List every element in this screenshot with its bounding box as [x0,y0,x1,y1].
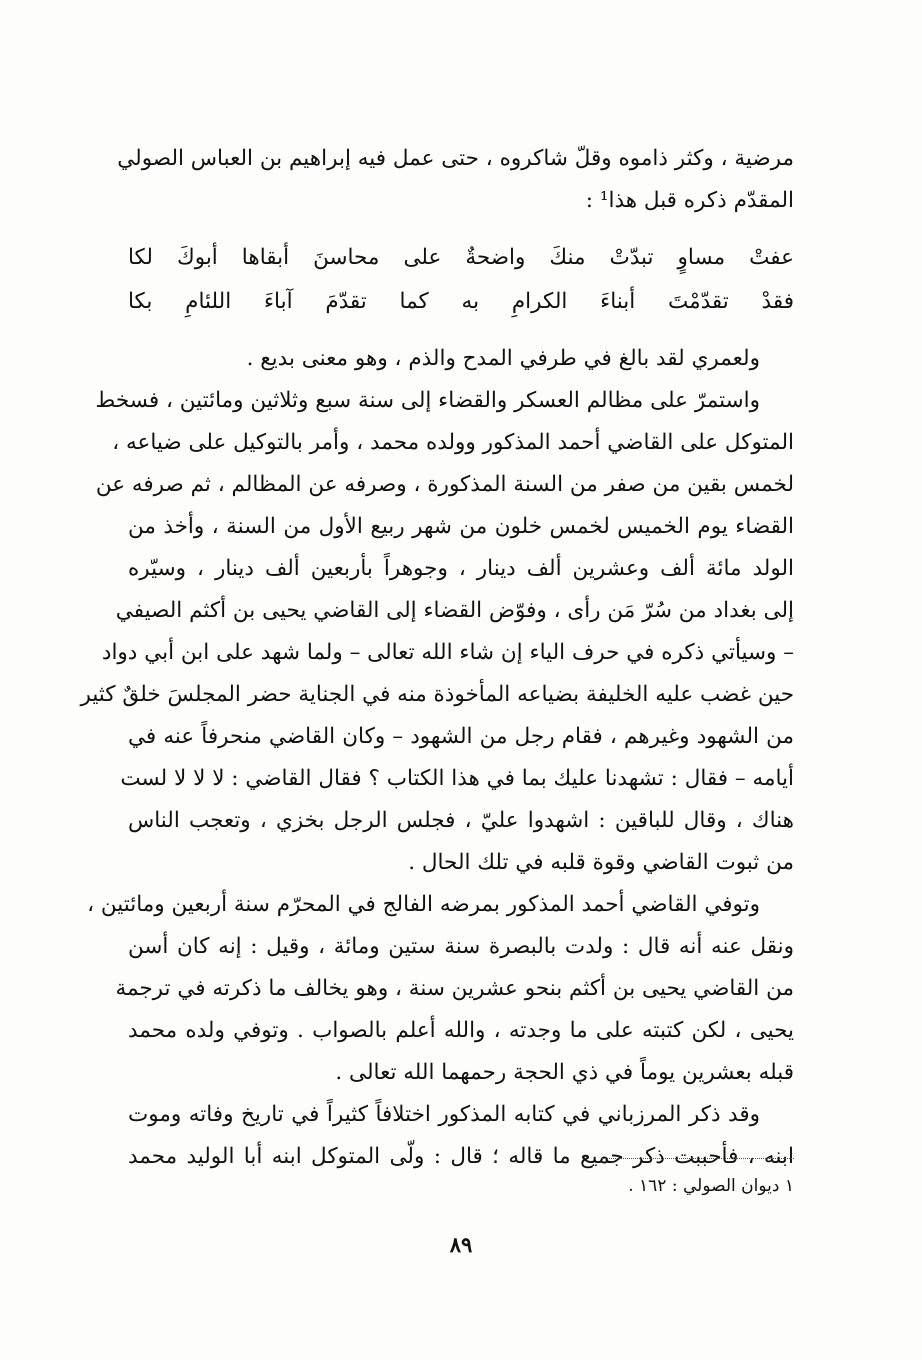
text-line: وقد ذكر المرزباني في كتابه المذكور اختلافاً كثيراً في تاريخ وفاته وموت [128,1102,760,1127]
text-line: – وسيأتي ذكره في حرف الياء إن شاء الله تعالى – ولما شهد على ابن أبي دواد [101,640,794,665]
text-line: الولد مائة ألف وعشرين ألف دينار ، وجوهراً بأربعين ألف دينار ، وسيّره [128,556,794,581]
text-line: أيامه – فقال : تشهدنا عليك بما في هذا الكتاب ؟ فقال القاضي : لا لا لا لست [120,766,794,791]
verse-line: عفتْ مساوٍ تبدّتْ منكَ واضحةٌ على محاسنَ أبقاها أبوكَ لكا [128,245,794,270]
text-line: من الشهود وغيرهم ، فقام رجل من الشهود – وكان القاضي منحرفاً عنه في [128,724,794,749]
text-line: يحيى ، لكن كتبته على ما وجدته ، والله أعلم بالصواب . وتوفي ولده محمد [128,1018,794,1043]
text-line: المقدّم ذكره قبل هذا¹ : [585,188,794,213]
verse-line: فقدْ تقدّمْتَ أبناءَ الكرامِ به كما تقدّمَ آباءَ اللئامِ بكا [128,289,794,314]
text-line: من ثبوت القاضي وقوة قلبه في تلك الحال . [408,850,794,875]
page-number: ٨٩ [449,1232,473,1257]
text-line: هناك ، وقال للباقين : اشهدوا عليّ ، فجلس الرجل بخزي ، وتعجب الناس [128,808,794,833]
footnote-separator [602,1158,794,1159]
main-text [80,138,794,1178]
text-line: مرضية ، وكثر ذاموه وقلّ شاكروه ، حتى عمل فيه إبراهيم بن العباس الصولي [117,146,794,171]
text-line: لخمس بقين من صفر من السنة المذكورة ، وصرفه عن المظالم ، ثم صرفه عن [95,472,794,497]
footnote: ١ ديوان الصولي : ١٦٢ . [628,1176,794,1196]
text-line: إلى بغداد من سُرّ مَن رأى ، وفوّض القضاء إلى القاضي يحيى بن أكثم الصيفي [115,598,794,623]
text-line: القضاء يوم الخميس لخمس خلون من شهر ربيع الأول من السنة ، وأخذ من [128,514,794,539]
text-line: ونقل عنه أنه قال : ولدت بالبصرة سنة ستين ومائة ، وقيل : إنه كان أسن [128,934,794,959]
text-line: المتوكل على القاضي أحمد المذكور وولده محمد ، وأمر بالتوكيل على ضياعه ، [112,430,794,455]
text-line: من القاضي يحيى بن أكثم بنحو عشرين سنة ، وهو يخالف ما ذكرته في ترجمة [115,976,794,1001]
text-line: ابنه ، فأحببت ذكر جميع ما قاله ؛ قال : ولّى المتوكل ابنه أبا الوليد محمد [128,1144,794,1169]
text-line: وتوفي القاضي أحمد المذكور بمرضه الفالج في المحرّم سنة أربعين ومائتين ، [87,892,760,917]
text-line: واستمرّ على مظالم العسكر والقضاء إلى سنة سبع وثلاثين ومائتين ، فسخط [95,388,760,413]
text-line: قبله بعشرين يوماً في ذي الحجة رحمهما الله تعالى . [335,1060,794,1085]
text-line: حين غضب عليه الخليفة بضياعه المأخوذة منه في الجناية حضر المجلسَ خلقٌ كثير [80,682,794,707]
text-line: ولعمري لقد بالغ في طرفي المدح والذم ، وهو معنى بديع . [246,346,760,371]
